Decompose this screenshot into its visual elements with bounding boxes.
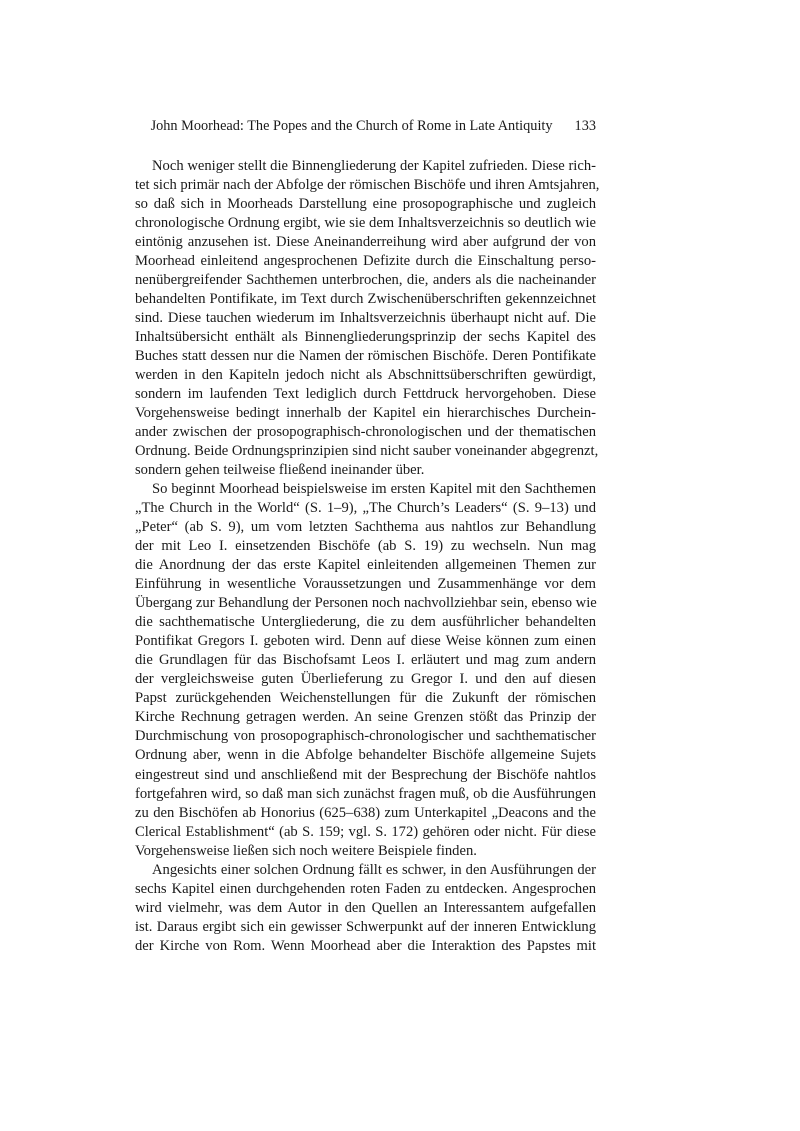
text-line: werden in den Kapiteln jedoch nicht als Abschnittsüberschriften gewürdigt, bbox=[135, 367, 596, 384]
running-title: John Moorhead: The Popes and the Church of Rome in Late Antiquity bbox=[150, 118, 553, 134]
text-line: Ordnung aber, wenn in die Abfolge behandelter Bischöfe allgemeine Sujets bbox=[135, 747, 596, 764]
paragraph bbox=[135, 157, 600, 480]
text-line: so daß sich in Moorheads Darstellung eine prosopographische und zugleich bbox=[135, 196, 596, 213]
text-line: die sachthematische Untergliederung, die zu dem ausführlicher behandelten bbox=[135, 614, 596, 631]
text-line: Übergang zur Behandlung der Personen noch nachvollziehbar sein, ebenso wie bbox=[135, 595, 597, 612]
text-line: Buches statt dessen nur die Namen der römischen Bischöfe. Deren Pontifikate bbox=[135, 348, 596, 365]
text-line: „Peter“ (ab S. 9), um vom letzten Sachthema aus nahtlos zur Behandlung bbox=[135, 519, 596, 536]
text-line: fortgefahren wird, so daß man sich zunächst fragen muß, ob die Ausführungen bbox=[135, 785, 596, 802]
text-line: So beginnt Moorhead beispielsweise im ersten Kapitel mit den Sachthemen bbox=[152, 481, 596, 498]
text-line: nenübergreifender Sachthemen unterbrochen, die, anders als die nacheinander bbox=[135, 272, 596, 289]
paragraph bbox=[135, 861, 596, 956]
page-number: 133 bbox=[574, 118, 596, 134]
text-line: Durchmischung von prosopographisch-chronologischer und sachthematischer bbox=[135, 728, 596, 745]
text-line: tet sich primär nach der Abfolge der römischen Bischöfe und ihren Amtsjahren, bbox=[135, 177, 600, 194]
text-line: behandelten Pontifikate, im Text durch Zwischenüberschriften gekennzeichnet bbox=[135, 291, 596, 308]
text-line: sondern im laufenden Text lediglich durch Fettdruck hervorgehoben. Diese bbox=[135, 386, 596, 403]
text-line: der vergleichsweise guten Überlieferung zu Gregor I. und den auf diesen bbox=[135, 671, 596, 688]
text-line: ander zwischen der prosopographisch-chronologischen und der thematischen bbox=[135, 424, 596, 441]
paragraph bbox=[135, 480, 596, 860]
text-line: Papst zurückgehenden Weichenstellungen für die Zukunft der römischen bbox=[135, 690, 596, 707]
text-line: Einführung in wesentliche Voraussetzungen und Zusammenhänge vor dem bbox=[135, 576, 596, 593]
text-line: Pontifikat Gregors I. geboten wird. Denn auf diese Weise können zum einen bbox=[135, 633, 596, 650]
running-header bbox=[135, 118, 596, 135]
text-line: Ordnung. Beide Ordnungsprinzipien sind nicht sauber voneinander abgegrenzt, bbox=[135, 443, 599, 460]
text-line: zu den Bischöfen ab Honorius (625–638) zum Unterkapitel „Deacons and the bbox=[135, 804, 596, 821]
text-line: Moorhead einleitend angesprochenen Defizite durch die Einschaltung perso- bbox=[135, 253, 596, 270]
text-line: der mit Leo I. einsetzenden Bischöfe (ab S. 19) zu wechseln. Nun mag bbox=[135, 538, 596, 555]
text-line: sind. Diese tauchen wiederum im Inhaltsverzeichnis überhaupt nicht auf. Die bbox=[135, 310, 596, 327]
text-line: wird vielmehr, was dem Autor in den Quellen an Interessantem aufgefallen bbox=[135, 899, 596, 916]
text-line: der Kirche von Rom. Wenn Moorhead aber die Interaktion des Papstes mit bbox=[135, 937, 596, 954]
body-text bbox=[135, 157, 600, 956]
text-line: Vorgehensweise bedingt innerhalb der Kapitel ein hierarchisches Durchein- bbox=[135, 405, 596, 422]
text-line: chronologische Ordnung ergibt, wie sie dem Inhaltsverzeichnis so deutlich wie bbox=[135, 215, 596, 232]
text-line: sechs Kapitel einen durchgehenden roten Faden zu entdecken. Angesprochen bbox=[135, 880, 596, 897]
text-line: eintönig anzusehen ist. Diese Aneinanderreihung wird aber aufgrund der von bbox=[135, 234, 596, 251]
text-line: die Grundlagen für das Bischofsamt Leos I. erläutert und mag zum andern bbox=[135, 652, 596, 669]
text-line: „The Church in the World“ (S. 1–9), „The Church’s Leaders“ (S. 9–13) und bbox=[135, 500, 596, 517]
text-line: Vorgehensweise ließen sich noch weitere Beispiele finden. bbox=[135, 842, 477, 859]
text-line: die Anordnung der das erste Kapitel einleitenden allgemeinen Themen zur bbox=[135, 557, 596, 574]
text-line: Kirche Rechnung getragen werden. An seine Grenzen stößt das Prinzip der bbox=[135, 709, 596, 726]
text-line: sondern gehen teilweise fließend ineinander über. bbox=[135, 462, 425, 479]
text-line: Angesichts einer solchen Ordnung fällt es schwer, in den Ausführungen der bbox=[152, 861, 596, 878]
text-line: Noch weniger stellt die Binnengliederung der Kapitel zufrieden. Diese rich- bbox=[152, 158, 596, 174]
text-line: Clerical Establishment“ (ab S. 159; vgl. S. 172) gehören oder nicht. Für diese bbox=[135, 823, 596, 840]
text-line: eingestreut sind und anschließend mit der Besprechung der Bischöfe nahtlos bbox=[135, 766, 596, 783]
text-line: ist. Daraus ergibt sich ein gewisser Schwerpunkt auf der inneren Entwicklung bbox=[135, 918, 596, 935]
text-line: Inhaltsübersicht enthält als Binnengliederungsprinzip der sechs Kapitel des bbox=[135, 329, 596, 346]
